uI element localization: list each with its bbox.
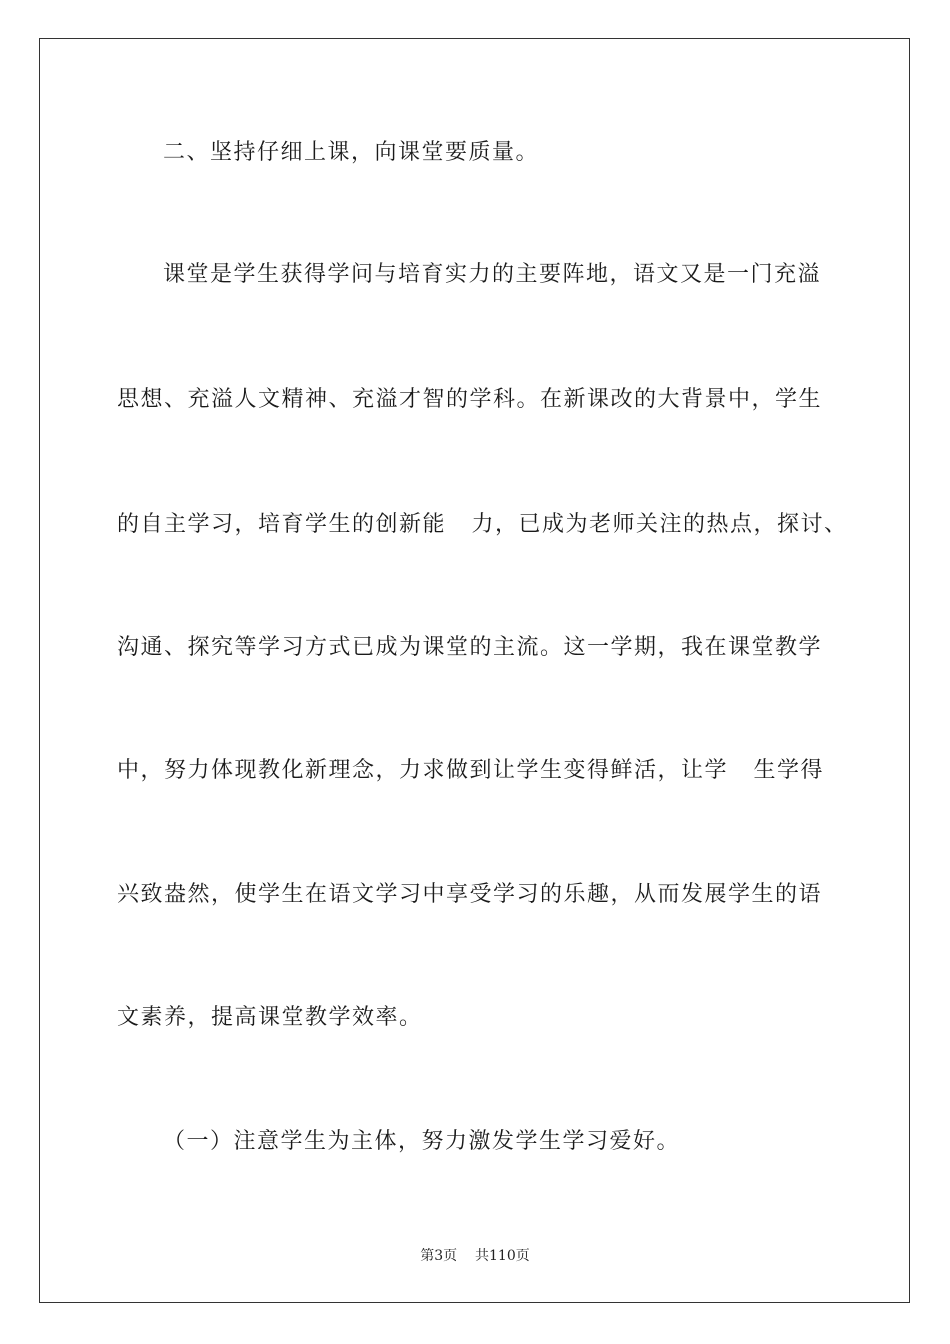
page-footer xyxy=(0,1246,950,1266)
paragraph-line-3: 的自主学习，培育学生的创新能 力，已成为老师关注的热点，探讨、 xyxy=(117,512,848,537)
paragraph-line-6: 兴致盎然，使学生在语文学习中享受学习的乐趣，从而发展学生的语 xyxy=(117,882,823,907)
paragraph-line-1: 课堂是学生获得学问与培育实力的主要阵地，语文又是一门充溢 xyxy=(163,262,822,287)
paragraph-line-2: 思想、充溢人文精神、充溢才智的学科。在新课改的大背景中，学生 xyxy=(117,387,823,412)
page-frame xyxy=(39,38,910,1303)
paragraph-line-4: 沟通、探究等学习方式已成为课堂的主流。这一学期，我在课堂教学 xyxy=(117,635,823,660)
section-heading: 二、坚持仔细上课，向课堂要质量。 xyxy=(163,140,540,165)
subsection-heading: （一）注意学生为主体，努力激发学生学习爱好。 xyxy=(163,1129,681,1154)
paragraph-line-5: 中，努力体现教化新理念，力求做到让学生变得鲜活，让学 生学得 xyxy=(117,758,824,783)
paragraph-line-7: 文素养，提高课堂教学效率。 xyxy=(117,1005,423,1030)
page-number: 第3页 xyxy=(420,1248,458,1264)
page-total: 共110页 xyxy=(475,1248,530,1264)
